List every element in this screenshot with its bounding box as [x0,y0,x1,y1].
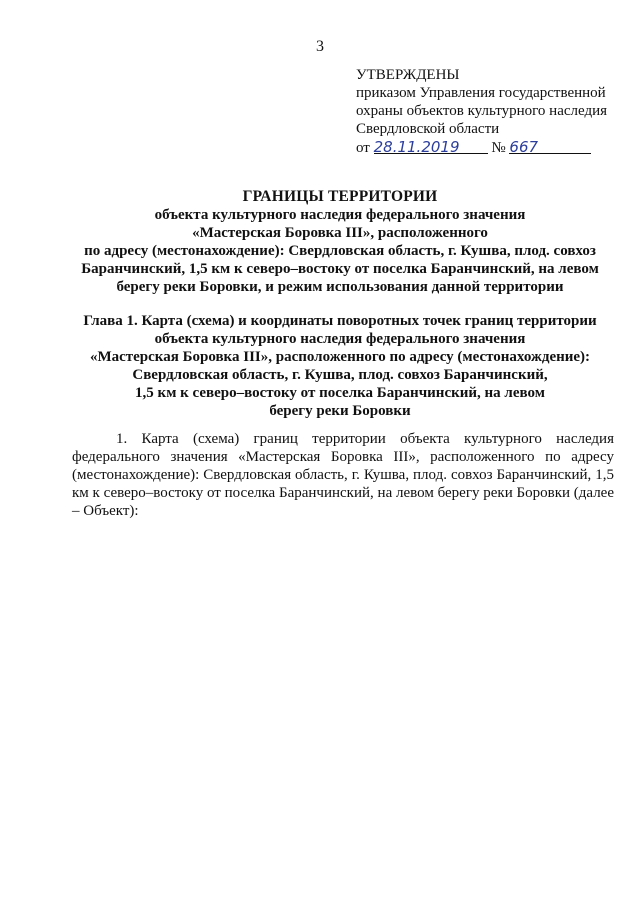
title-line: по адресу (местонахождение): Свердловская область, г. Кушва, плод. совхоз [84,243,596,259]
chapter-line: 1,5 км к северо–востоку от поселка Баранчинский, на левом [135,385,545,401]
page-number: 3 [316,38,324,55]
approval-title: УТВЕРЖДЕНЫ [356,67,460,83]
title-line: «Мастерская Боровка III», расположенного [192,225,488,241]
paragraph-first-line: 1. Карта (схема) границ территории объекта культурного наследия [116,431,614,447]
approval-stamp [356,66,636,157]
date-blank [374,138,488,154]
chapter-line: объекта культурного наследия федерального значения [154,331,526,347]
approval-line: Свердловской области [356,121,500,137]
number-blank [509,138,591,154]
approval-date-row [356,138,636,157]
title-heading: ГРАНИЦЫ ТЕРРИТОРИИ [242,188,438,205]
handwritten-date: 28.11.2019 [373,138,460,156]
paragraph-body: федерального значения «Мастерская Боровка III», расположенного по адресу (местонахождение): Свердловская область, г. Кушва, плод. совхоз Баранчинский, 1,5 км к северо–востоку от поселка Баранчинский, на левом берегу реки Боровки (далее – Объект): [72,449,614,519]
chapter-line: Свердловская область, г. Кушва, плод. совхоз Баранчинский, [132,367,548,383]
document-title [60,188,620,296]
title-line: Баранчинский, 1,5 км к северо–востоку от поселка Баранчинский, на левом [81,261,599,277]
chapter-line: Глава 1. Карта (схема) и координаты поворотных точек границ территории [83,313,597,329]
approval-line: приказом Управления государственной [356,85,606,101]
handwritten-number: 667 [509,138,539,156]
chapter-line: берегу реки Боровки [269,403,411,419]
number-sign: № [491,140,506,156]
title-line: берегу реки Боровки, и режим использования данной территории [116,279,564,295]
paragraph-1 [72,430,614,520]
chapter-heading [60,312,620,420]
chapter-line: «Мастерская Боровка III», расположенного по адресу (местонахождение): [89,349,591,365]
approval-line: охраны объектов культурного наследия [356,103,608,119]
title-line: объекта культурного наследия федерального значения [154,207,526,223]
date-prefix: от [356,140,370,156]
